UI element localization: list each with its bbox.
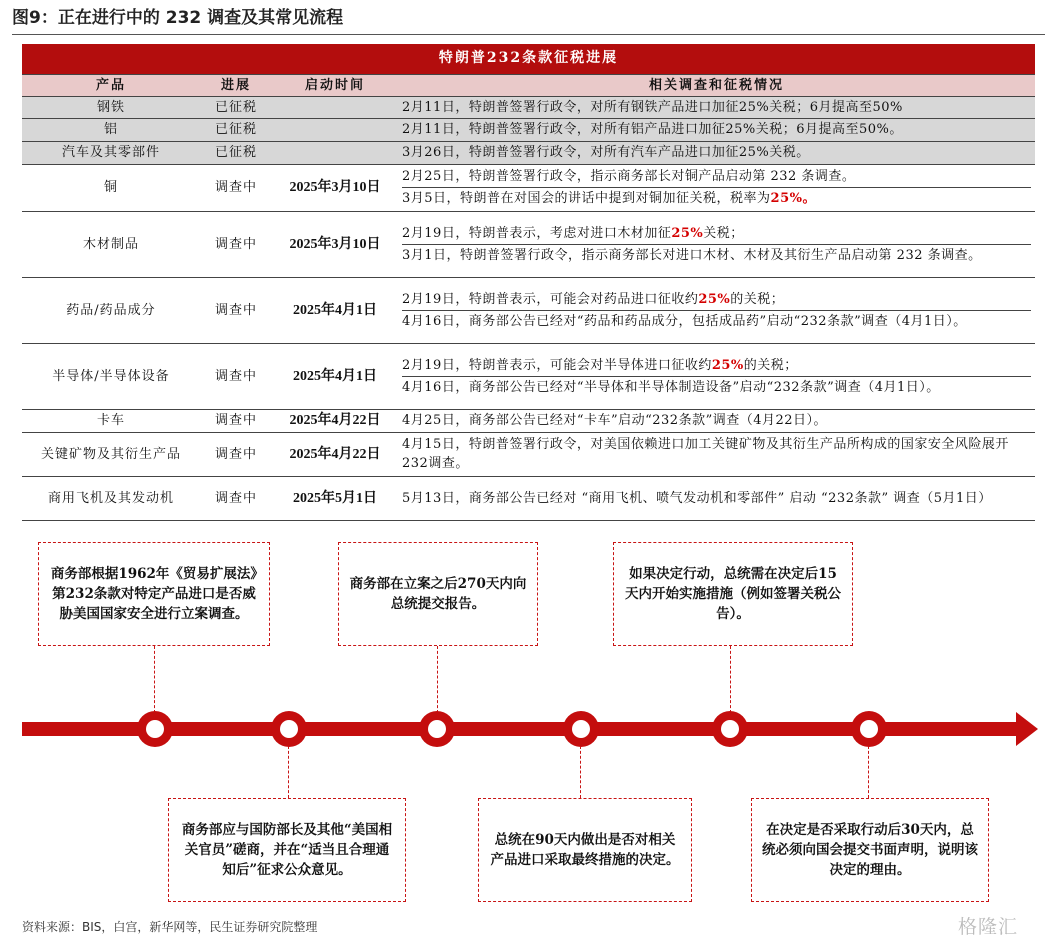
step-box-initiation: 商务部根据1962年《贸易扩展法》第232条款对特定产品进口是否威胁美国国家安全进行立案调查。 xyxy=(38,542,270,646)
detail-text: 2月19日，特朗普表示，考虑对进口木材加征 xyxy=(402,225,672,241)
product-cell: 木材制品 xyxy=(22,211,200,277)
connector-line xyxy=(580,746,581,798)
detail-line xyxy=(402,188,1031,209)
source-note: 资料来源：BIS，白宫，新华网等，民生证券研究院整理 xyxy=(22,920,318,934)
rate-highlight: 25% xyxy=(770,191,803,206)
detail-line: 4月16日，商务部公告已经对“药品和药品成分，包括成品药”启动“232条款”调查（4月1日）。 xyxy=(402,313,967,329)
detail-text: 的关税； xyxy=(730,291,785,307)
timeline-node xyxy=(419,711,455,747)
timeline-node xyxy=(851,711,887,747)
detail-line xyxy=(402,289,1031,311)
status-cell: 调查中 xyxy=(200,476,272,520)
status-cell: 调查中 xyxy=(200,164,272,211)
product-cell: 汽车及其零部件 xyxy=(22,141,200,164)
timeline-node xyxy=(563,711,599,747)
detail-line: 4月16日，商务部公告已经对“半导体和半导体制造设备”启动“232条款”调查（4月1日）。 xyxy=(402,379,940,395)
product-cell: 钢铁 xyxy=(22,96,200,118)
date-cell: 2025年5月1日 xyxy=(272,476,398,520)
detail-cell: 3月26日，特朗普签署行政令，对所有汽车产品进口加征25%关税。 xyxy=(398,141,1035,164)
status-cell: 已征税 xyxy=(200,96,272,118)
product-cell: 商用飞机及其发动机 xyxy=(22,476,200,520)
detail-line: 3月1日，特朗普签署行政令，指示商务部长对进口木材、木材及其衍生产品启动第 232 条调查。 xyxy=(402,247,982,263)
table-title: 特朗普232条款征税进展 xyxy=(22,44,1035,74)
detail-line xyxy=(402,355,1031,377)
col-header-date: 启动时间 xyxy=(272,74,398,96)
timeline-node xyxy=(271,711,307,747)
tariff-progress-table xyxy=(22,44,1035,521)
table-row xyxy=(22,432,1035,476)
connector-line xyxy=(730,646,731,713)
connector-line xyxy=(437,646,438,713)
detail-cell: 4月25日，商务部公告已经对“卡车”启动“232条款”调查（4月22日）。 xyxy=(398,409,1035,432)
connector-line xyxy=(288,746,289,798)
col-header-product: 产品 xyxy=(22,74,200,96)
title-rule xyxy=(12,34,1045,35)
detail-cell xyxy=(398,164,1035,211)
table-row xyxy=(22,277,1035,343)
step-box-report: 商务部在立案之后270天内向总统提交报告。 xyxy=(338,542,538,646)
table-row xyxy=(22,343,1035,409)
timeline-arrow-icon xyxy=(1016,712,1038,746)
detail-text: 2月19日，特朗普表示，可能会对药品进口征收约 xyxy=(402,291,699,307)
status-cell: 调查中 xyxy=(200,277,272,343)
table-row xyxy=(22,118,1035,141)
table-row xyxy=(22,409,1035,432)
step-box-congress-report: 在决定是否采取行动后30天内，总统必须向国会提交书面声明，说明该决定的理由。 xyxy=(751,798,989,902)
product-cell: 药品/药品成分 xyxy=(22,277,200,343)
status-cell: 已征税 xyxy=(200,118,272,141)
timeline-node xyxy=(712,711,748,747)
table-row xyxy=(22,476,1035,520)
step-box-implementation: 如果决定行动，总统需在决定后15天内开始实施措施（例如签署关税公告）。 xyxy=(613,542,853,646)
rate-highlight: 25% xyxy=(711,357,744,373)
figure-title: 图9：正在进行中的 232 调查及其常见流程 xyxy=(12,8,344,28)
date-cell: 2025年4月1日 xyxy=(272,277,398,343)
date-cell: 2025年3月10日 xyxy=(272,164,398,211)
product-cell: 半导体/半导体设备 xyxy=(22,343,200,409)
table-row xyxy=(22,96,1035,118)
step-box-decision: 总统在90天内做出是否对相关产品进口采取最终措施的决定。 xyxy=(478,798,692,902)
col-header-status: 进展 xyxy=(200,74,272,96)
product-cell: 关键矿物及其衍生产品 xyxy=(22,432,200,476)
detail-text: 关税； xyxy=(703,225,744,241)
product-cell: 铝 xyxy=(22,118,200,141)
status-cell: 调查中 xyxy=(200,409,272,432)
detail-cell: 2月11日，特朗普签署行政令，对所有铝产品进口加征25%关税；6月提高至50%。 xyxy=(398,118,1035,141)
status-cell: 已征税 xyxy=(200,141,272,164)
product-cell: 卡车 xyxy=(22,409,200,432)
detail-cell xyxy=(398,343,1035,409)
detail-cell: 2月11日，特朗普签署行政令，对所有钢铁产品进口加征25%关税；6月提高至50% xyxy=(398,96,1035,118)
status-cell: 调查中 xyxy=(200,211,272,277)
rate-highlight: 25% xyxy=(698,291,731,307)
date-cell xyxy=(272,118,398,141)
detail-cell: 5月13日，商务部公告已经对 “商用飞机、喷气发动机和零部件” 启动 “232条款” 调查（5月1日） xyxy=(398,476,1035,520)
table-row xyxy=(22,164,1035,211)
watermark-logo: 格隆汇 xyxy=(958,916,1019,938)
product-cell: 铜 xyxy=(22,164,200,211)
date-cell: 2025年4月22日 xyxy=(272,409,398,432)
detail-line: 2月25日，特朗普签署行政令，指示商务部长对铜产品启动第 232 条调查。 xyxy=(402,166,1031,188)
col-header-details: 相关调查和征税情况 xyxy=(398,74,1035,96)
date-cell xyxy=(272,141,398,164)
date-cell: 2025年4月1日 xyxy=(272,343,398,409)
date-cell xyxy=(272,96,398,118)
detail-cell xyxy=(398,211,1035,277)
detail-text: 。 xyxy=(802,191,817,206)
table-row xyxy=(22,141,1035,164)
date-cell: 2025年4月22日 xyxy=(272,432,398,476)
detail-cell: 4月15日，特朗普签署行政令，对美国依赖进口加工关键矿物及其衍生产品所构成的国家安全风险展开232调查。 xyxy=(398,432,1035,476)
date-cell: 2025年3月10日 xyxy=(272,211,398,277)
detail-text: 2月19日，特朗普表示，可能会对半导体进口征收约 xyxy=(402,357,712,373)
connector-line xyxy=(154,646,155,713)
detail-cell xyxy=(398,277,1035,343)
detail-line xyxy=(402,223,1031,245)
detail-text: 3月5日，特朗普在对国会的讲话中提到对铜加征关税，税率为 xyxy=(402,191,771,206)
table-row xyxy=(22,211,1035,277)
status-cell: 调查中 xyxy=(200,432,272,476)
step-box-consultation: 商务部应与国防部长及其他“美国相关官员”磋商，并在“适当且合理通知后”征求公众意见。 xyxy=(168,798,406,902)
rate-highlight: 25% xyxy=(671,225,704,241)
timeline-node xyxy=(137,711,173,747)
connector-line xyxy=(868,746,869,798)
detail-text: 的关税； xyxy=(743,357,798,373)
status-cell: 调查中 xyxy=(200,343,272,409)
